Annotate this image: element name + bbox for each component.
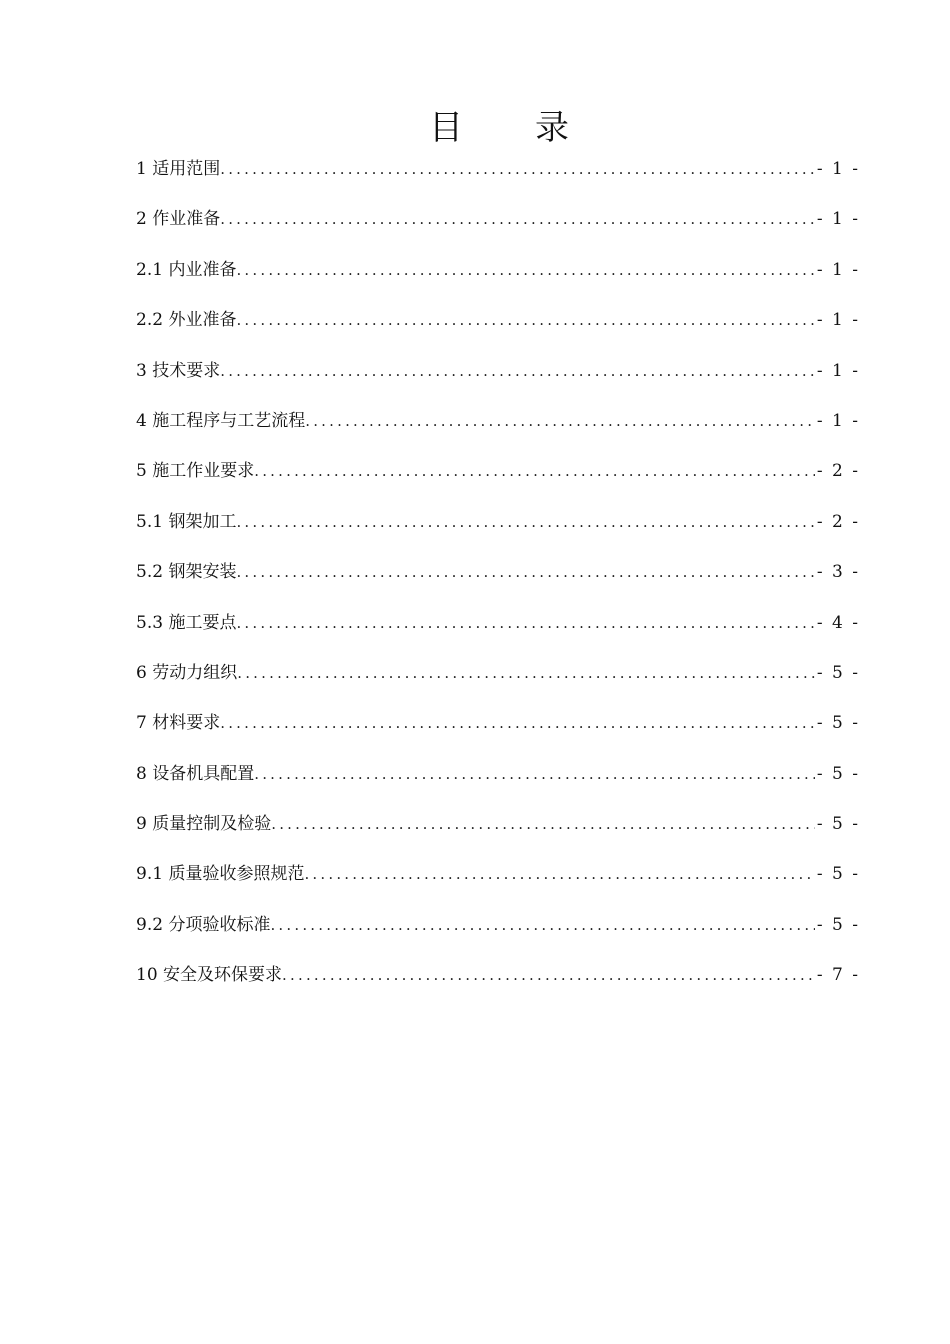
- toc-entry-page: - 5 -: [816, 864, 860, 885]
- toc-entry-page: - 5 -: [816, 713, 860, 734]
- toc-entry-label: 9.1 质量验收参照规范: [136, 864, 305, 885]
- toc-entry-page: - 4 -: [816, 612, 860, 633]
- toc-entry-page: - 5 -: [816, 763, 860, 784]
- toc-dot-leader: [270, 912, 814, 938]
- toc-entry-page: - 5 -: [816, 814, 860, 835]
- toc-dot-leader: [237, 660, 815, 686]
- toc-entry-8[interactable]: [136, 761, 860, 811]
- toc-entry-5-1[interactable]: [136, 509, 860, 559]
- toc-entry-label: 5.2 钢架安装: [136, 562, 237, 583]
- title-char-right: 录: [535, 108, 569, 148]
- toc-entry-2-1[interactable]: [136, 257, 860, 307]
- toc-entry-label: 4 施工程序与工艺流程: [136, 410, 306, 431]
- toc-entry-label: 2.2 外业准备: [136, 310, 237, 331]
- toc-entry-5-2[interactable]: [136, 559, 860, 609]
- toc-dot-leader: [220, 206, 815, 232]
- toc-entry-7[interactable]: [136, 710, 860, 760]
- toc-dot-leader: [236, 559, 814, 585]
- toc-entry-2-2[interactable]: [136, 307, 860, 357]
- toc-dot-leader: [220, 710, 815, 736]
- page-title: [0, 100, 950, 149]
- toc-entry-9-2[interactable]: [136, 912, 860, 962]
- toc-dot-leader: [282, 962, 815, 988]
- toc-entry-5-3[interactable]: [136, 610, 860, 660]
- toc-entry-3[interactable]: [136, 358, 860, 408]
- toc-entry-label: 5.1 钢架加工: [136, 511, 237, 532]
- toc-entry-page: - 1 -: [816, 360, 860, 381]
- toc-dot-leader: [220, 358, 815, 384]
- toc-entry-5[interactable]: [136, 458, 860, 508]
- toc-entry-label: 2 作业准备: [136, 209, 221, 230]
- toc-dot-leader: [236, 509, 814, 535]
- toc-entry-label: 9 质量控制及检验: [136, 814, 272, 835]
- toc-entry-page: - 1 -: [816, 410, 860, 431]
- toc-entry-label: 7 材料要求: [136, 713, 221, 734]
- toc-entry-label: 8 设备机具配置: [136, 763, 255, 784]
- toc-dot-leader: [254, 458, 815, 484]
- toc-dot-leader: [236, 307, 814, 333]
- toc-dot-leader: [271, 811, 815, 837]
- toc-entry-9[interactable]: [136, 811, 860, 861]
- toc-entry-2[interactable]: [136, 206, 860, 256]
- toc-entry-page: - 3 -: [816, 562, 860, 583]
- toc-entry-label: 5.3 施工要点: [136, 612, 237, 633]
- toc-entry-page: - 1 -: [816, 159, 860, 179]
- toc-entry-label: 9.2 分项验收标准: [136, 914, 271, 935]
- title-char-left: 目: [429, 108, 463, 148]
- toc-dot-leader: [236, 610, 814, 636]
- toc-entry-label: 3 技术要求: [136, 360, 221, 381]
- table-of-contents: [136, 156, 860, 1013]
- toc-entry-page: - 1 -: [816, 259, 860, 280]
- toc-entry-page: - 1 -: [816, 209, 860, 230]
- toc-entry-label: 10 安全及环保要求: [136, 965, 283, 986]
- toc-entry-page: - 1 -: [816, 310, 860, 331]
- toc-entry-page: - 5 -: [816, 662, 860, 683]
- toc-dot-leader: [254, 761, 815, 787]
- toc-dot-leader: [236, 257, 814, 283]
- toc-entry-page: - 7 -: [816, 965, 860, 986]
- toc-entry-4[interactable]: [136, 408, 860, 458]
- toc-entry-page: - 2 -: [816, 461, 860, 482]
- toc-entry-label: 2.1 内业准备: [136, 259, 237, 280]
- toc-entry-10[interactable]: [136, 962, 860, 1012]
- toc-entry-label: 6 劳动力组织: [136, 662, 238, 683]
- toc-dot-leader: [304, 861, 814, 887]
- toc-entry-page: - 5 -: [816, 914, 860, 935]
- toc-entry-9-1[interactable]: [136, 861, 860, 911]
- toc-entry-label: 1 适用范围: [136, 159, 221, 179]
- toc-dot-leader: [220, 156, 815, 182]
- toc-entry-label: 5 施工作业要求: [136, 461, 255, 482]
- toc-entry-page: - 2 -: [816, 511, 860, 532]
- toc-entry-1[interactable]: [136, 156, 860, 206]
- toc-entry-6[interactable]: [136, 660, 860, 710]
- toc-dot-leader: [305, 408, 815, 434]
